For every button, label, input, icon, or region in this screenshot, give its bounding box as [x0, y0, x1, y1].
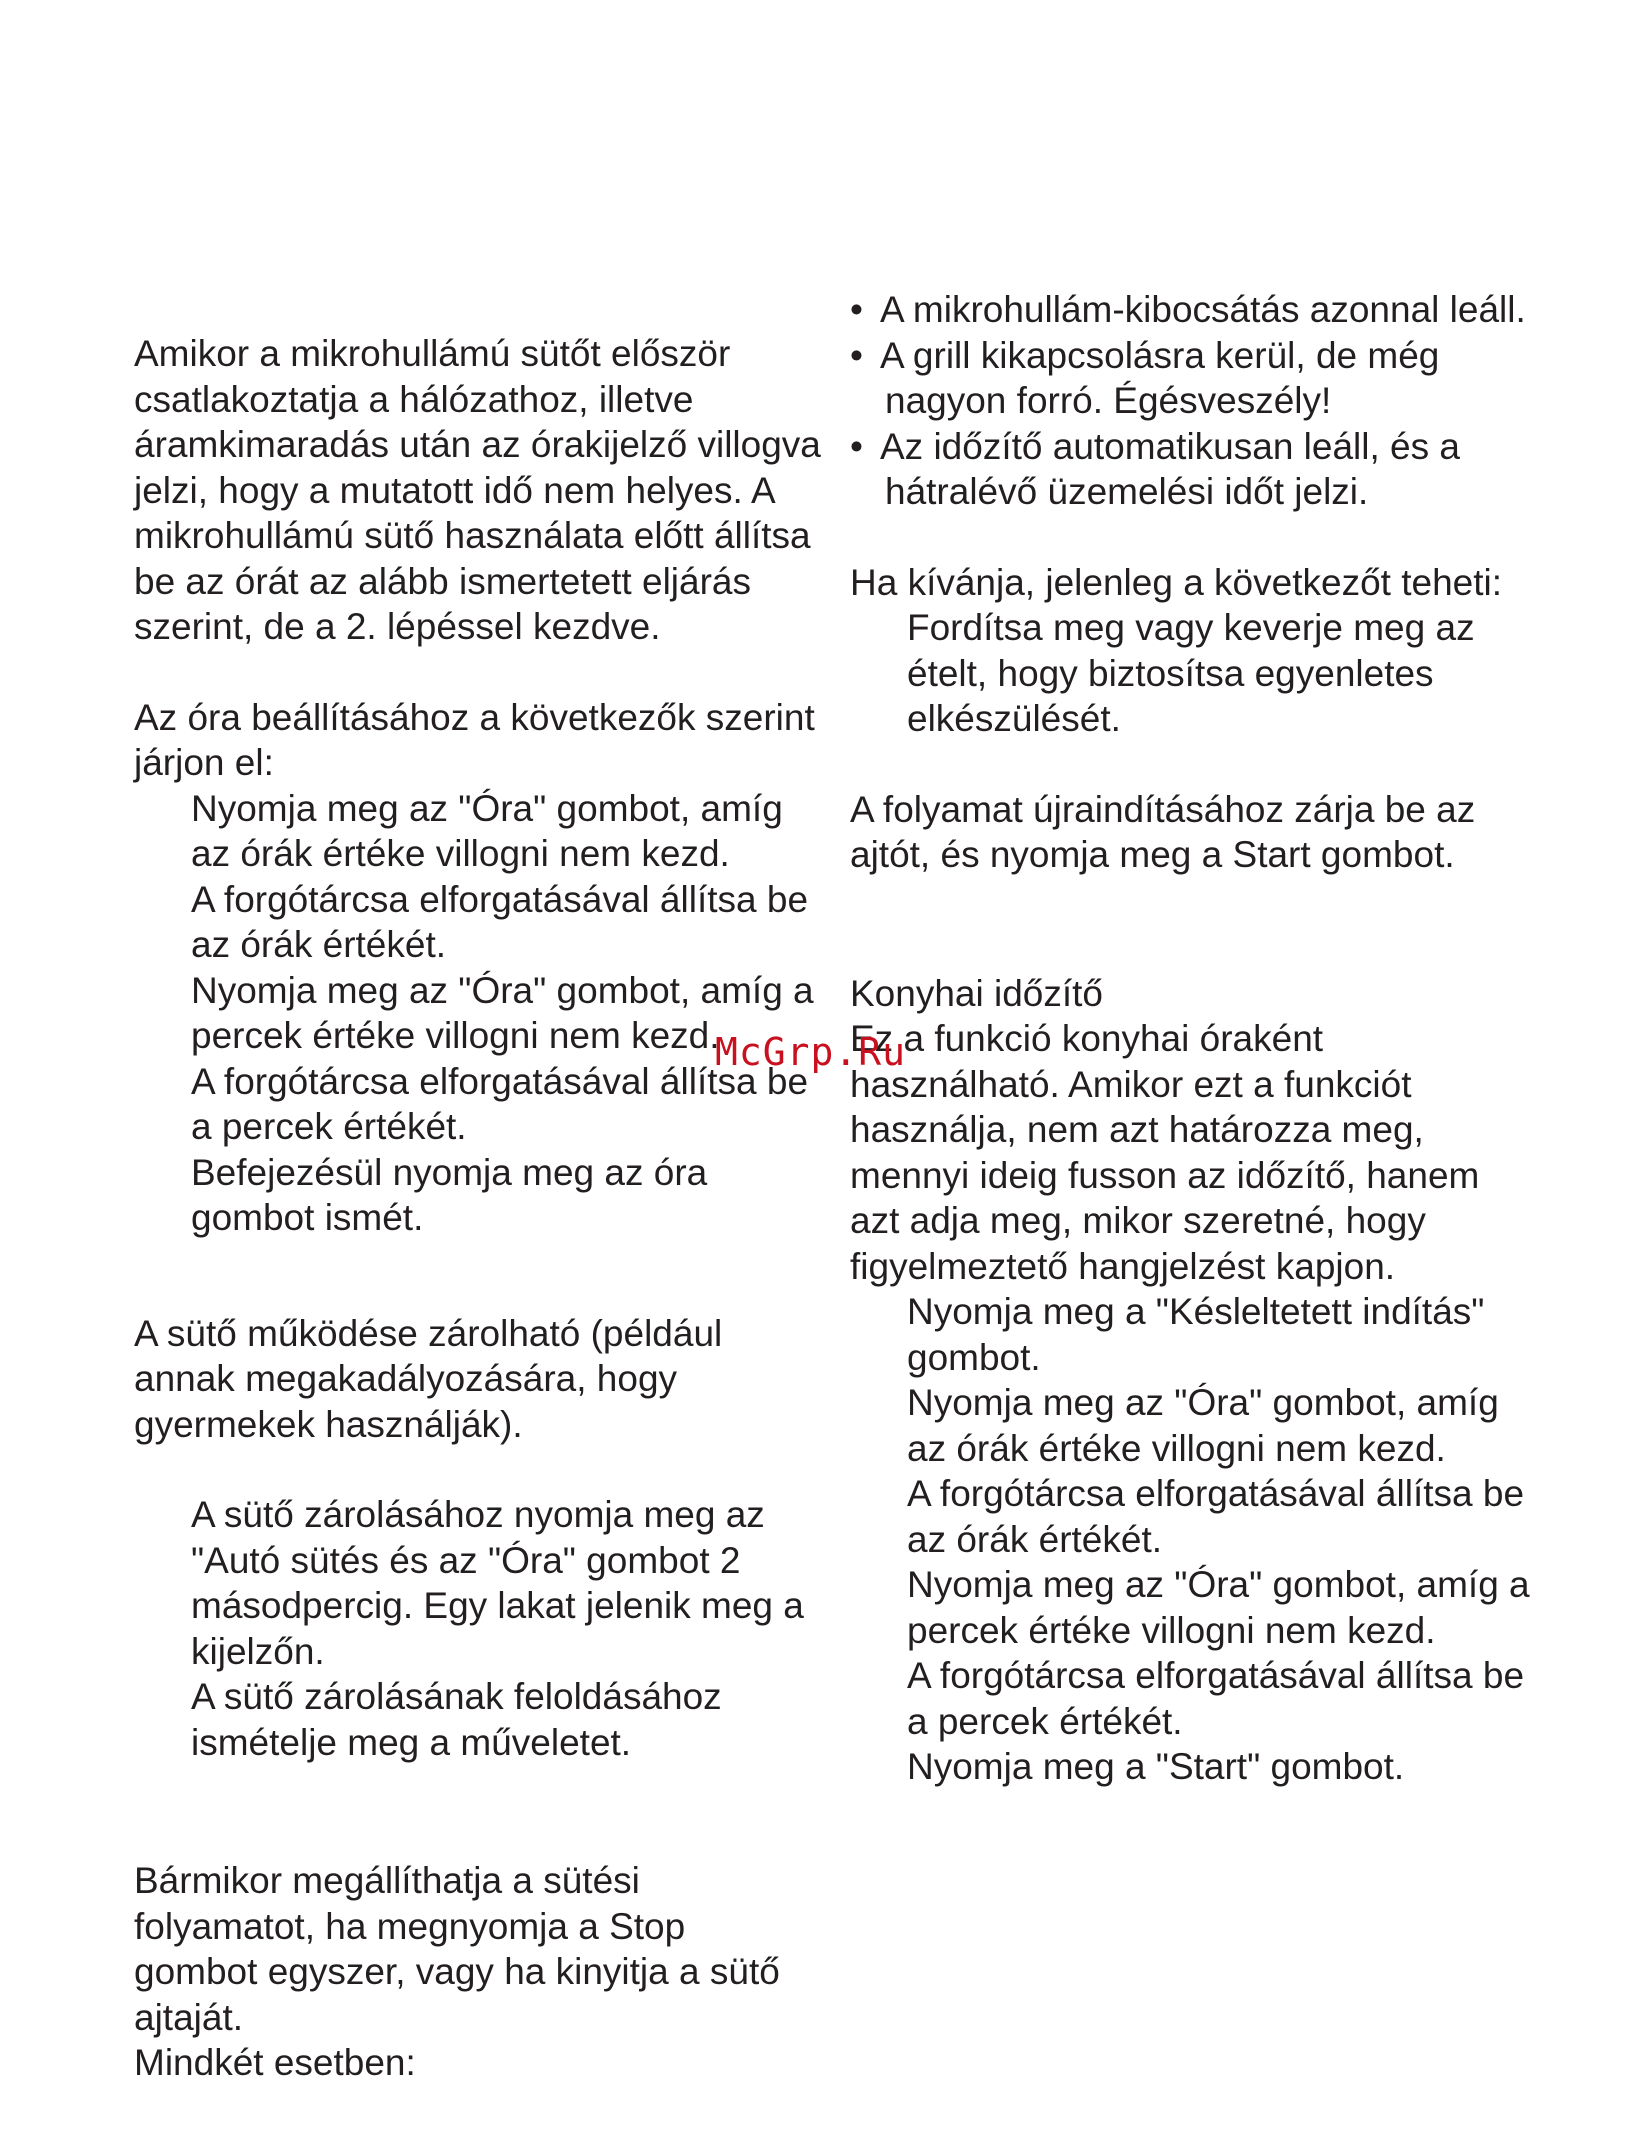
stop-line: Bármikor megállíthatja a sütési [134, 1860, 640, 1901]
bullet-line: • A grill kikapcsolásra kerül, de még [850, 333, 1550, 379]
clock-step-line: az órák értéke villogni nem kezd. [191, 833, 730, 874]
intro-line: szerint, de a 2. lépéssel kezdve. [134, 606, 661, 647]
stop-line: ajtaját. [134, 1996, 244, 2038]
lock-intro-line: A sütő működése zárolható (például [134, 1312, 723, 1354]
intro-line: áramkimaradás után az órakijelző villogva [134, 424, 821, 465]
lock-step-line: A sütő zárolásához nyomja meg az [191, 1494, 765, 1535]
clock-intro-line: járjon el: [134, 742, 274, 783]
timer-intro-line: használható. Amikor ezt a funkciót [850, 1063, 1412, 1105]
bullet-icon: • [850, 289, 863, 330]
bullet-item [850, 424, 1550, 515]
option-step-line: elkészülését. [907, 698, 1121, 739]
bullet-item [850, 287, 1550, 333]
stop-line: gombot egyszer, vagy ha kinyitja a sütő [134, 1951, 780, 1992]
bullet-continuation-line: hátralévő üzemelési időt jelzi. [885, 471, 1369, 512]
timer-step-line: az órák értékét. [907, 1518, 1163, 1560]
intro-line: jelzi, hogy a mutatott idő nem helyes. A [134, 469, 776, 511]
restart-line: A folyamat újraindításához zárja be az [850, 788, 1476, 830]
timer-steps [850, 1289, 1550, 1790]
clock-steps [134, 786, 834, 1241]
option-intro: Ha kívánja, jelenleg a következőt teheti: [850, 561, 1502, 603]
option-step-line: Fordítsa meg vagy keverje meg az [907, 607, 1475, 648]
timer-heading: Konyhai időzítő [850, 972, 1104, 1014]
lock-steps [134, 1492, 834, 1765]
timer-step-line: A forgótárcsa elforgatásával állítsa be [907, 1655, 1525, 1696]
bullet-item [850, 333, 1550, 424]
clock-step-line: Nyomja meg az "Óra" gombot, amíg [191, 787, 783, 829]
timer-intro-line: Ez a funkció konyhai óraként [850, 1018, 1324, 1059]
option-steps [850, 605, 1550, 742]
stop-line: folyamatot, ha megnyomja a Stop [134, 1905, 686, 1947]
option-step-line: ételt, hogy biztosítsa egyenletes [907, 652, 1434, 694]
left-column [134, 331, 834, 2086]
timer-step-line: gombot. [907, 1336, 1041, 1378]
clock-step-line: a percek értékét. [191, 1106, 467, 1147]
bullet-line: • Az időzítő automatikusan leáll, és a [850, 424, 1550, 470]
timer-step-line: Nyomja meg a "Start" gombot. [907, 1746, 1405, 1787]
clock-step-line: Nyomja meg az "Óra" gombot, amíg a [191, 969, 814, 1011]
lock-step-line: "Autó sütés és az "Óra" gombot 2 [191, 1539, 741, 1581]
right-column [850, 287, 1550, 1790]
stop-paragraph [134, 1858, 834, 2086]
clock-step-line: percek értéke villogni nem kezd. [191, 1015, 720, 1056]
stop-line: Mindkét esetben: [134, 2042, 416, 2083]
bullet-list [850, 287, 1550, 515]
timer-step-line: az órák értéke villogni nem kezd. [907, 1427, 1446, 1469]
bullet-line: • A mikrohullám-kibocsátás azonnal leáll. [850, 287, 1550, 333]
bullet-icon: • [850, 334, 863, 376]
clock-intro-line: Az óra beállításához a következők szerint [134, 696, 815, 738]
timer-intro-paragraph [850, 1016, 1550, 1289]
restart-line: ajtót, és nyomja meg a Start gombot. [850, 834, 1455, 875]
timer-intro-line: azt adja meg, mikor szeretné, hogy [850, 1200, 1426, 1241]
bullet-icon: • [850, 425, 863, 467]
timer-intro-line: használja, nem azt határozza meg, [850, 1109, 1424, 1150]
clock-step-line: Befejezésül nyomja meg az óra [191, 1151, 708, 1193]
intro-line: Amikor a mikrohullámú sütőt először [134, 333, 731, 374]
lock-step-line: A sütő zárolásának feloldásához [191, 1676, 722, 1717]
timer-step-line: a percek értékét. [907, 1700, 1183, 1742]
timer-intro-line: figyelmeztető hangjelzést kapjon. [850, 1245, 1396, 1287]
timer-step-line: A forgótárcsa elforgatásával állítsa be [907, 1473, 1525, 1514]
timer-step-line: Nyomja meg a "Késleltetett indítás" [907, 1291, 1485, 1332]
intro-paragraph [134, 331, 834, 650]
lock-intro-line: annak megakadályozására, hogy [134, 1358, 678, 1399]
timer-step-line: percek értéke villogni nem kezd. [907, 1609, 1436, 1651]
watermark: McGrp.Ru [715, 1030, 907, 1074]
intro-line: be az órát az alább ismertetett eljárás [134, 560, 751, 602]
lock-step-line: kijelzőn. [191, 1630, 325, 1672]
lock-step-line: ismételje meg a műveletet. [191, 1721, 632, 1763]
clock-step-line: A forgótárcsa elforgatásával állítsa be [191, 1060, 809, 1102]
bullet-continuation-line: nagyon forró. Égésveszély! [885, 380, 1332, 421]
intro-line: csatlakoztatja a hálózathoz, illetve [134, 378, 694, 420]
lock-intro-paragraph [134, 1311, 834, 1448]
intro-line: mikrohullámú sütő használata előtt állítsa [134, 515, 811, 556]
timer-intro-line: mennyi ideig fusson az időzítő, hanem [850, 1154, 1480, 1196]
lock-intro-line: gyermekek használják). [134, 1403, 523, 1445]
timer-step-line: Nyomja meg az "Óra" gombot, amíg [907, 1382, 1499, 1423]
clock-intro-paragraph [134, 695, 834, 786]
restart-paragraph [850, 787, 1550, 878]
lock-step-line: másodpercig. Egy lakat jelenik meg a [191, 1585, 804, 1626]
clock-step-line: gombot ismét. [191, 1197, 424, 1238]
clock-step-line: A forgótárcsa elforgatásával állítsa be [191, 878, 809, 920]
clock-step-line: az órák értékét. [191, 924, 447, 965]
timer-step-line: Nyomja meg az "Óra" gombot, amíg a [907, 1564, 1530, 1605]
